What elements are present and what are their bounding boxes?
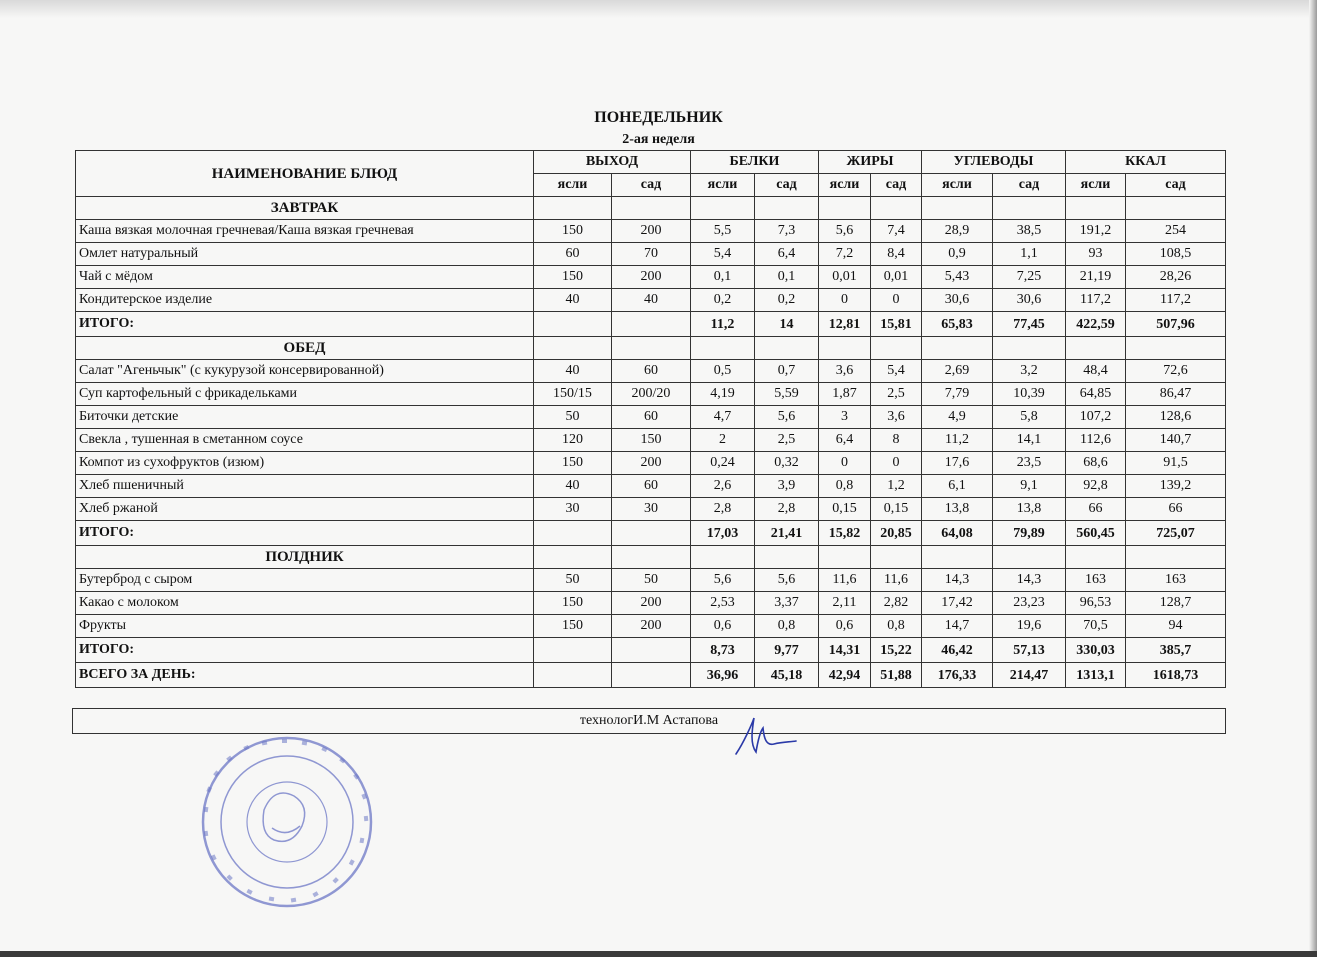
value-cell: 64,85: [1066, 383, 1126, 406]
dish-name: Чай с мёдом: [76, 266, 534, 289]
empty-cell: [993, 546, 1066, 569]
section-header-row: [76, 197, 1226, 220]
section-header-row: [76, 546, 1226, 569]
value-cell: 28,9: [922, 220, 993, 243]
section-title: ЗАВТРАК: [76, 197, 534, 220]
round-stamp: [192, 732, 382, 912]
value-cell: 0,6: [691, 615, 755, 638]
scan-bottom-edge: [0, 951, 1317, 957]
value-cell: 0: [871, 452, 922, 475]
dish-name: ВСЕГО ЗА ДЕНЬ:: [76, 663, 534, 688]
empty-cell: [534, 546, 612, 569]
value-cell: 15,81: [871, 312, 922, 337]
sub-header-nursery: ясли: [922, 174, 993, 197]
empty-cell: [871, 546, 922, 569]
dish-row: [76, 615, 1226, 638]
value-cell: 19,6: [993, 615, 1066, 638]
value-cell: 200: [612, 220, 691, 243]
value-cell: 5,6: [819, 220, 871, 243]
value-cell: 8: [871, 429, 922, 452]
value-cell: 2,69: [922, 360, 993, 383]
subtotal-row: [76, 312, 1226, 337]
empty-cell: [819, 337, 871, 360]
value-cell: 0,5: [691, 360, 755, 383]
empty-cell: [1066, 546, 1126, 569]
value-cell: 70,5: [1066, 615, 1126, 638]
dish-row: [76, 243, 1226, 266]
value-cell: 4,9: [922, 406, 993, 429]
value-cell: 40: [534, 360, 612, 383]
empty-cell: [534, 337, 612, 360]
week-subtitle: 2-ая неделя: [622, 132, 695, 147]
value-cell: 5,8: [993, 406, 1066, 429]
value-cell: 8,4: [871, 243, 922, 266]
value-cell: 23,5: [993, 452, 1066, 475]
dish-row: [76, 452, 1226, 475]
empty-cell: [871, 337, 922, 360]
empty-cell: [755, 197, 819, 220]
value-cell: 30,6: [922, 289, 993, 312]
value-cell: 0,01: [871, 266, 922, 289]
value-cell: 422,59: [1066, 312, 1126, 337]
value-cell: 1618,73: [1126, 663, 1226, 688]
empty-cell: [993, 197, 1066, 220]
value-cell: 60: [612, 475, 691, 498]
empty-cell: [1066, 197, 1126, 220]
value-cell: 93: [1066, 243, 1126, 266]
value-cell: 5,6: [755, 406, 819, 429]
value-cell: 70: [612, 243, 691, 266]
value-cell: 1,2: [871, 475, 922, 498]
value-cell: [612, 521, 691, 546]
value-cell: 2,8: [755, 498, 819, 521]
sub-header-nursery: ясли: [1066, 174, 1126, 197]
empty-cell: [922, 197, 993, 220]
value-cell: 15,22: [871, 638, 922, 663]
value-cell: 1,1: [993, 243, 1066, 266]
value-cell: 5,43: [922, 266, 993, 289]
empty-cell: [612, 197, 691, 220]
dish-row: [76, 266, 1226, 289]
header-carbs: УГЛЕВОДЫ: [922, 151, 1066, 174]
value-cell: [534, 638, 612, 663]
value-cell: 9,1: [993, 475, 1066, 498]
empty-cell: [819, 546, 871, 569]
dish-row: [76, 592, 1226, 615]
value-cell: 5,59: [755, 383, 819, 406]
dish-row: [76, 220, 1226, 243]
value-cell: 28,26: [1126, 266, 1226, 289]
value-cell: [534, 521, 612, 546]
signature-mark: [730, 712, 800, 760]
value-cell: 3: [819, 406, 871, 429]
dish-row: [76, 569, 1226, 592]
value-cell: 5,6: [691, 569, 755, 592]
dish-row: [76, 429, 1226, 452]
value-cell: 0,2: [755, 289, 819, 312]
sub-header-nursery: ясли: [534, 174, 612, 197]
value-cell: 560,45: [1066, 521, 1126, 546]
value-cell: 0: [871, 289, 922, 312]
section-header-row: [76, 337, 1226, 360]
value-cell: [612, 638, 691, 663]
value-cell: 6,4: [819, 429, 871, 452]
value-cell: 66: [1066, 498, 1126, 521]
value-cell: 11,2: [691, 312, 755, 337]
value-cell: 200: [612, 592, 691, 615]
sub-header-nursery: ясли: [819, 174, 871, 197]
value-cell: 385,7: [1126, 638, 1226, 663]
value-cell: 13,8: [922, 498, 993, 521]
dish-row: [76, 498, 1226, 521]
value-cell: 3,2: [993, 360, 1066, 383]
value-cell: 8,73: [691, 638, 755, 663]
sub-header-garden: сад: [1126, 174, 1226, 197]
dish-row: [76, 289, 1226, 312]
dish-row: [76, 406, 1226, 429]
day-title: ПОНЕДЕЛЬНИК: [594, 109, 723, 126]
value-cell: 20,85: [871, 521, 922, 546]
value-cell: 150/15: [534, 383, 612, 406]
value-cell: 200: [612, 615, 691, 638]
value-cell: 9,77: [755, 638, 819, 663]
value-cell: 15,82: [819, 521, 871, 546]
subtotal-row: [76, 638, 1226, 663]
value-cell: 108,5: [1126, 243, 1226, 266]
dish-row: [76, 383, 1226, 406]
value-cell: 50: [534, 406, 612, 429]
value-cell: 725,07: [1126, 521, 1226, 546]
dish-name: Какао с молоком: [76, 592, 534, 615]
value-cell: 68,6: [1066, 452, 1126, 475]
empty-cell: [1066, 337, 1126, 360]
value-cell: 14: [755, 312, 819, 337]
value-cell: 0,1: [691, 266, 755, 289]
value-cell: 50: [612, 569, 691, 592]
dish-name: ИТОГО:: [76, 638, 534, 663]
dish-name: Каша вязкая молочная гречневая/Каша вязкая гречневая: [76, 220, 534, 243]
value-cell: 3,6: [871, 406, 922, 429]
value-cell: 2,8: [691, 498, 755, 521]
dish-name: Салат "Агеньчык" (с кукурузой консервированной): [76, 360, 534, 383]
value-cell: 14,3: [922, 569, 993, 592]
empty-cell: [691, 197, 755, 220]
value-cell: 30: [612, 498, 691, 521]
empty-cell: [1126, 546, 1226, 569]
header-dish-name: НАИМЕНОВАНИЕ БЛЮД: [76, 151, 534, 197]
dish-name: Биточки детские: [76, 406, 534, 429]
value-cell: 3,6: [819, 360, 871, 383]
value-cell: 21,41: [755, 521, 819, 546]
value-cell: 42,94: [819, 663, 871, 688]
value-cell: 50: [534, 569, 612, 592]
dish-name: ИТОГО:: [76, 521, 534, 546]
value-cell: 7,4: [871, 220, 922, 243]
empty-cell: [691, 546, 755, 569]
empty-cell: [691, 337, 755, 360]
value-cell: 60: [534, 243, 612, 266]
value-cell: 51,88: [871, 663, 922, 688]
value-cell: 11,6: [871, 569, 922, 592]
value-cell: 4,7: [691, 406, 755, 429]
empty-cell: [534, 197, 612, 220]
value-cell: 86,47: [1126, 383, 1226, 406]
value-cell: 12,81: [819, 312, 871, 337]
sub-header-garden: сад: [755, 174, 819, 197]
value-cell: 6,1: [922, 475, 993, 498]
value-cell: 128,7: [1126, 592, 1226, 615]
value-cell: 7,3: [755, 220, 819, 243]
dish-name: Кондитерское изделие: [76, 289, 534, 312]
subtotal-row: [76, 521, 1226, 546]
value-cell: 77,45: [993, 312, 1066, 337]
value-cell: 507,96: [1126, 312, 1226, 337]
value-cell: 30,6: [993, 289, 1066, 312]
value-cell: 0,01: [819, 266, 871, 289]
grand-total-row: [76, 663, 1226, 688]
value-cell: 2,82: [871, 592, 922, 615]
value-cell: 96,53: [1066, 592, 1126, 615]
value-cell: 139,2: [1126, 475, 1226, 498]
value-cell: 11,6: [819, 569, 871, 592]
value-cell: 64,08: [922, 521, 993, 546]
empty-cell: [871, 197, 922, 220]
value-cell: 0: [819, 452, 871, 475]
value-cell: 2,6: [691, 475, 755, 498]
dish-name: Хлеб пшеничный: [76, 475, 534, 498]
dish-name: Бутерброд с сыром: [76, 569, 534, 592]
value-cell: 14,7: [922, 615, 993, 638]
value-cell: 21,19: [1066, 266, 1126, 289]
value-cell: 120: [534, 429, 612, 452]
header-output: ВЫХОД: [534, 151, 691, 174]
value-cell: 10,39: [993, 383, 1066, 406]
menu-body: [76, 197, 1226, 688]
value-cell: 60: [612, 406, 691, 429]
value-cell: 92,8: [1066, 475, 1126, 498]
value-cell: 72,6: [1126, 360, 1226, 383]
value-cell: 117,2: [1066, 289, 1126, 312]
value-cell: [534, 663, 612, 688]
value-cell: 2,53: [691, 592, 755, 615]
value-cell: 254: [1126, 220, 1226, 243]
dish-row: [76, 360, 1226, 383]
dish-name: Омлет натуральный: [76, 243, 534, 266]
value-cell: 3,37: [755, 592, 819, 615]
empty-cell: [922, 546, 993, 569]
value-cell: [612, 663, 691, 688]
value-cell: 5,4: [691, 243, 755, 266]
value-cell: 7,2: [819, 243, 871, 266]
value-cell: 36,96: [691, 663, 755, 688]
value-cell: 150: [534, 266, 612, 289]
sub-header-nursery: ясли: [691, 174, 755, 197]
value-cell: 4,19: [691, 383, 755, 406]
value-cell: 200: [612, 452, 691, 475]
value-cell: 0,32: [755, 452, 819, 475]
empty-cell: [922, 337, 993, 360]
sub-header-garden: сад: [993, 174, 1066, 197]
value-cell: 1,87: [819, 383, 871, 406]
value-cell: 163: [1126, 569, 1226, 592]
dish-name: ИТОГО:: [76, 312, 534, 337]
empty-cell: [755, 337, 819, 360]
empty-cell: [612, 337, 691, 360]
value-cell: 5,4: [871, 360, 922, 383]
value-cell: 150: [534, 592, 612, 615]
value-cell: 38,5: [993, 220, 1066, 243]
value-cell: 40: [534, 289, 612, 312]
value-cell: 14,31: [819, 638, 871, 663]
value-cell: 128,6: [1126, 406, 1226, 429]
menu-table: [75, 150, 1226, 688]
value-cell: 200: [612, 266, 691, 289]
value-cell: 40: [612, 289, 691, 312]
value-cell: 0,15: [871, 498, 922, 521]
sub-header-garden: сад: [612, 174, 691, 197]
value-cell: 5,5: [691, 220, 755, 243]
value-cell: 65,83: [922, 312, 993, 337]
value-cell: 0,8: [755, 615, 819, 638]
value-cell: 107,2: [1066, 406, 1126, 429]
value-cell: 150: [534, 220, 612, 243]
empty-cell: [993, 337, 1066, 360]
value-cell: 2: [691, 429, 755, 452]
value-cell: 6,4: [755, 243, 819, 266]
value-cell: 140,7: [1126, 429, 1226, 452]
value-cell: 0,2: [691, 289, 755, 312]
value-cell: 17,03: [691, 521, 755, 546]
empty-cell: [612, 546, 691, 569]
value-cell: 60: [612, 360, 691, 383]
value-cell: 11,2: [922, 429, 993, 452]
value-cell: 117,2: [1126, 289, 1226, 312]
header-kcal: ККАЛ: [1066, 151, 1226, 174]
empty-cell: [1126, 337, 1226, 360]
value-cell: 0: [819, 289, 871, 312]
scan-top-edge: [0, 0, 1317, 18]
value-cell: 0,1: [755, 266, 819, 289]
value-cell: [534, 312, 612, 337]
value-cell: 40: [534, 475, 612, 498]
empty-cell: [819, 197, 871, 220]
value-cell: 48,4: [1066, 360, 1126, 383]
value-cell: 0,7: [755, 360, 819, 383]
value-cell: 2,11: [819, 592, 871, 615]
empty-cell: [755, 546, 819, 569]
value-cell: 200/20: [612, 383, 691, 406]
value-cell: 163: [1066, 569, 1126, 592]
value-cell: 46,42: [922, 638, 993, 663]
value-cell: 2,5: [871, 383, 922, 406]
value-cell: 7,79: [922, 383, 993, 406]
dish-row: [76, 475, 1226, 498]
value-cell: 14,3: [993, 569, 1066, 592]
header-fats: ЖИРЫ: [819, 151, 922, 174]
value-cell: 0,8: [871, 615, 922, 638]
value-cell: 23,23: [993, 592, 1066, 615]
dish-name: Свекла , тушенная в сметанном соусе: [76, 429, 534, 452]
value-cell: [612, 312, 691, 337]
value-cell: 30: [534, 498, 612, 521]
header-proteins: БЕЛКИ: [691, 151, 819, 174]
value-cell: 0,15: [819, 498, 871, 521]
value-cell: 45,18: [755, 663, 819, 688]
value-cell: 17,42: [922, 592, 993, 615]
value-cell: 13,8: [993, 498, 1066, 521]
value-cell: 7,25: [993, 266, 1066, 289]
value-cell: 5,6: [755, 569, 819, 592]
value-cell: 94: [1126, 615, 1226, 638]
empty-cell: [1126, 197, 1226, 220]
dish-name: Компот из сухофруктов (изюм): [76, 452, 534, 475]
technologist-signature-line: технологИ.М Астапова: [72, 708, 1226, 734]
value-cell: 57,13: [993, 638, 1066, 663]
value-cell: 176,33: [922, 663, 993, 688]
value-cell: 14,1: [993, 429, 1066, 452]
value-cell: 0,9: [922, 243, 993, 266]
value-cell: 1313,1: [1066, 663, 1126, 688]
value-cell: 150: [534, 452, 612, 475]
value-cell: 79,89: [993, 521, 1066, 546]
value-cell: 0,6: [819, 615, 871, 638]
value-cell: 214,47: [993, 663, 1066, 688]
dish-name: Суп картофельный с фрикадельками: [76, 383, 534, 406]
value-cell: 330,03: [1066, 638, 1126, 663]
value-cell: 2,5: [755, 429, 819, 452]
value-cell: 112,6: [1066, 429, 1126, 452]
value-cell: 0,8: [819, 475, 871, 498]
value-cell: 3,9: [755, 475, 819, 498]
value-cell: 91,5: [1126, 452, 1226, 475]
value-cell: 0,24: [691, 452, 755, 475]
dish-name: Хлеб ржаной: [76, 498, 534, 521]
value-cell: 191,2: [1066, 220, 1126, 243]
dish-name: Фрукты: [76, 615, 534, 638]
value-cell: 66: [1126, 498, 1226, 521]
value-cell: 150: [612, 429, 691, 452]
value-cell: 150: [534, 615, 612, 638]
section-title: ОБЕД: [76, 337, 534, 360]
section-title: ПОЛДНИК: [76, 546, 534, 569]
sub-header-garden: сад: [871, 174, 922, 197]
value-cell: 17,6: [922, 452, 993, 475]
